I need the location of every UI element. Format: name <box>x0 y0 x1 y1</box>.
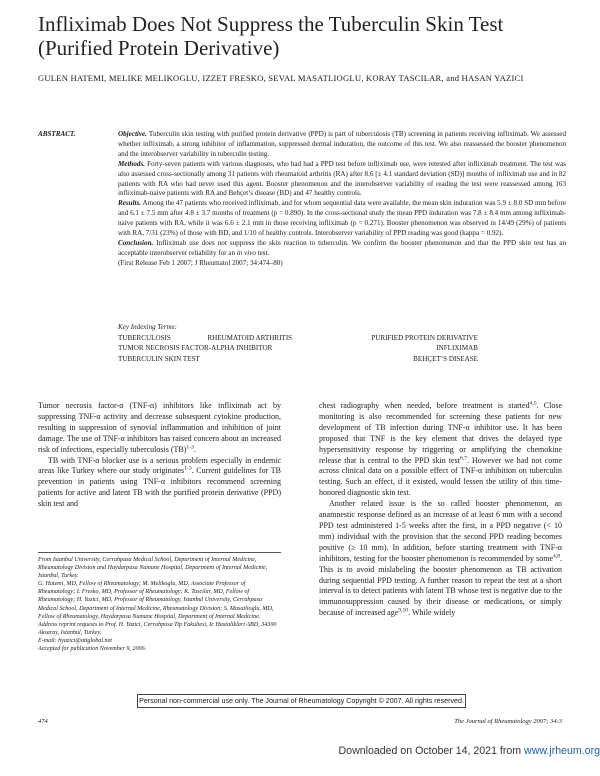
body-column-right <box>319 401 562 619</box>
keyword: INFLIXIMAB <box>436 344 478 352</box>
release-info: (First Release Feb 1 2007; J Rheumatol 2007; 34:474–80) <box>118 258 283 267</box>
keyword-row <box>118 333 478 344</box>
download-link[interactable]: www.jrheum.org <box>524 745 600 757</box>
abstract-methods <box>118 160 566 200</box>
download-text: Downloaded on October 14, 2021 from <box>338 745 522 757</box>
footnotes <box>38 556 281 653</box>
objective-heading: Objective. <box>118 130 147 138</box>
footnote-accepted: Accepted for publication November 9, 2006. <box>38 646 147 653</box>
conclusion-end: test. <box>257 248 270 257</box>
abstract-objective <box>118 130 566 160</box>
copyright-notice: Personal non-commercial use only. The Journal of Rheumatology Copyright © 2007. All rights reserved. <box>137 694 466 708</box>
page-number: 474 <box>38 718 48 725</box>
footnote-affiliation: From Istanbul University, Cerrahpasa Medical School, Department of Internal Medicine, Rheumatology Division and Haydarpasa Numune Hospital, Department of Internal Medicine, Istanbul, Turkey. <box>38 557 268 580</box>
keyword: TUBERCULIN SKIN TEST <box>118 354 200 363</box>
methods-heading: Methods. <box>118 159 145 168</box>
objective-text: Tuberculin skin testing with purified protein derivative (PPD) is part of tuberculosis (TB) screening in patients receiving infliximab. We assessed whether infliximab, a strong inhibitor of inflammation, suppressed dermal induration, the outcome of this test. We also reassessed the booster phenomenon and the interobserver variability in tuberculin testing. <box>118 130 566 158</box>
abstract <box>38 130 566 269</box>
footnote-address: Address reprint requests to Prof. H. Yazici, Cerrahpasa Tip Fakultesi, Ic Hastaliklari ABD, 34300 Aksaray, Istanbul, Turkey. <box>38 621 277 636</box>
conclusion-heading: Conclusion. <box>118 238 154 247</box>
results-heading: Results. <box>118 199 142 208</box>
keyword: RHEUMATOID ARTHRITIS <box>207 333 293 342</box>
keyword: PURIFIED PROTEIN DERIVATIVE <box>371 333 478 342</box>
results-text: Among the 47 patients who received infliximab, and for whom sequential data were available, the mean skin induration was 5.9 ± 8.0 SD mm before and 6.1 ± 7.5 mm after 4.8 ± 3.7 months of treatment (p = 0.890). In the cross-sectional study the mean PPD induration was 7.8 ± 8.4 mm among infliximab-naive patients with RA, while it was 6.6 ± 2.1 mm in those receiving infliximab (p = 0.271). Booster phenomenon was observed in 14/49 (29%) of patients with RA, 7/31 (23%) of those with BD, and 1/10 of healthy controls. Interobserver variability of PPD reading was good (kappa = 0.92). <box>118 199 566 238</box>
footnote-divider <box>38 552 281 553</box>
keyword-row <box>118 354 478 365</box>
abstract-results <box>118 199 566 239</box>
keywords-block <box>118 322 478 364</box>
keyword: BEHÇET’S DISEASE <box>413 354 478 363</box>
body-paragraph: Tumor necrosis factor-α (TNF-α) inhibitors like infliximab act by suppressing TNF-α activity and decrease subsequent cytokine production, resulting in suppression of synovial inflammation and inhibition of joint damage. The use of TNF-α inhibitors has raised concern about an increased risk of infections, especially tuberculosis (TB)$^{1-3}$. <box>38 401 281 454</box>
body-paragraph: chest radiography when needed, before treatment is started$^{4,5}$. Close monitoring is also recommended for screening these patients for new development of TB infection during TNF-α inhibitor use. It has been proposed that TNF is the key element that drives the delayed type hypersensitivity response by triggering or amplifying the chemokine release that is central to the PPD skin test$^{6,7}$. However we had not come across clinical data on a possible effect of TNF-α inhibition on tuberculin testing. Such an effect, if it existed, would lessen the utility of this time-honored diagnostic skin test. <box>319 400 563 498</box>
download-stamp <box>200 745 600 757</box>
author-list: GULEN HATEMI, MELIKE MELIKOGLU, IZZET FRESKO, SEVAL MASATLIOGLU, KORAY TASCILAR, and HASAN YAZICI <box>38 73 524 83</box>
keyword: TUBERCULOSIS <box>118 333 171 342</box>
footnote-email: E-mail: hyazici@attglobal.net <box>38 637 112 644</box>
methods-text: Forty-seven patients with various diagnoses, who had had a PPD test before infliximab use, were retested after infliximab treatment. The test was also assessed cross-sectionally among 31 patients with rheumatoid arthritis (RA) after 8.6 [± 4.1 standard deviation (SD)] months of infliximab use and in 82 patients with RA who had never used this agent. Booster phenomenon and the interobserver variability of reading the test were reassessed among 163 infliximab-naive patients with RA and Behçet’s disease (BD) and 47 healthy controls. <box>118 159 566 198</box>
conclusion-italic: in vivo <box>236 248 256 257</box>
body-paragraph: Another related issue is the so called booster phenomenon, an anamnestic response defined as an increase of at least 6 mm with a second PPD test administered 1-5 weeks after the first, in a PPD negative (< 10 mm) individual with the provision that the second PPD reading becomes positive (≥ 10 mm). In addition, before starting treatment with TNF-α inhibitors, testing for the booster phenomenon is recommended by some$^{4,8}$. This is to avoid mislabeling the booster phenomenon as TB activation during sequential PPD testing. A further reason to repeat the test at a short interval is to detect patients with latent TB whose test is negative due to the immunosuppression caused by their disease or medications, or simply because of increased age$^{9,10}$. While widely <box>319 499 562 618</box>
footnote-authors: G. Hatemi, MD, Fellow of Rheumatology; M. Melikoglu, MD, Associate Professor of Rheumatology; I. Fresko, MD, Professor of Rheumatology; K. Tascilar, MD, Fellow of Rheumatology; H. Yazici, MD, Professor of Rheumatology, Istanbul University, Cerrahpasa Medical School, Department of Internal Medicine, Rheumatology Division; S. Masatlioglu, MD, Fellow of Rheumatology, Haydarpasa Numune Hospital, Department of Internal Medicine. <box>38 581 274 620</box>
keyword-row <box>118 343 478 354</box>
conclusion-text: Infliximab use does not suppress the skin reaction to tuberculin. We confirm the booster phenomenon and that the PPD skin test has an acceptable interobserver reliability for an <box>118 238 566 257</box>
body-column-left <box>38 401 281 510</box>
keywords-label: Key Indexing Terms: <box>118 323 177 331</box>
abstract-label: ABSTRACT. <box>38 130 76 138</box>
body-paragraph: TB with TNF-α blocker use is a serious problem especially in endemic areas like Turkey where our study originates$^{1-3}$. Current guidelines for TB prevention in patients using TNF-α inhibitors recommend screening patients for active and latent TB with the purified protein derivative (PPD) skin test and <box>38 455 281 509</box>
article-title: Infliximab Does Not Suppress the Tuberculin Skin Test (Purified Protein Derivative) <box>38 12 504 60</box>
journal-footer: The Journal of Rheumatology 2007; 34:3 <box>454 718 562 725</box>
keyword: TUMOR NECROSIS FACTOR-ALPHA INHIBITOR <box>118 344 273 352</box>
abstract-conclusion <box>118 239 566 259</box>
